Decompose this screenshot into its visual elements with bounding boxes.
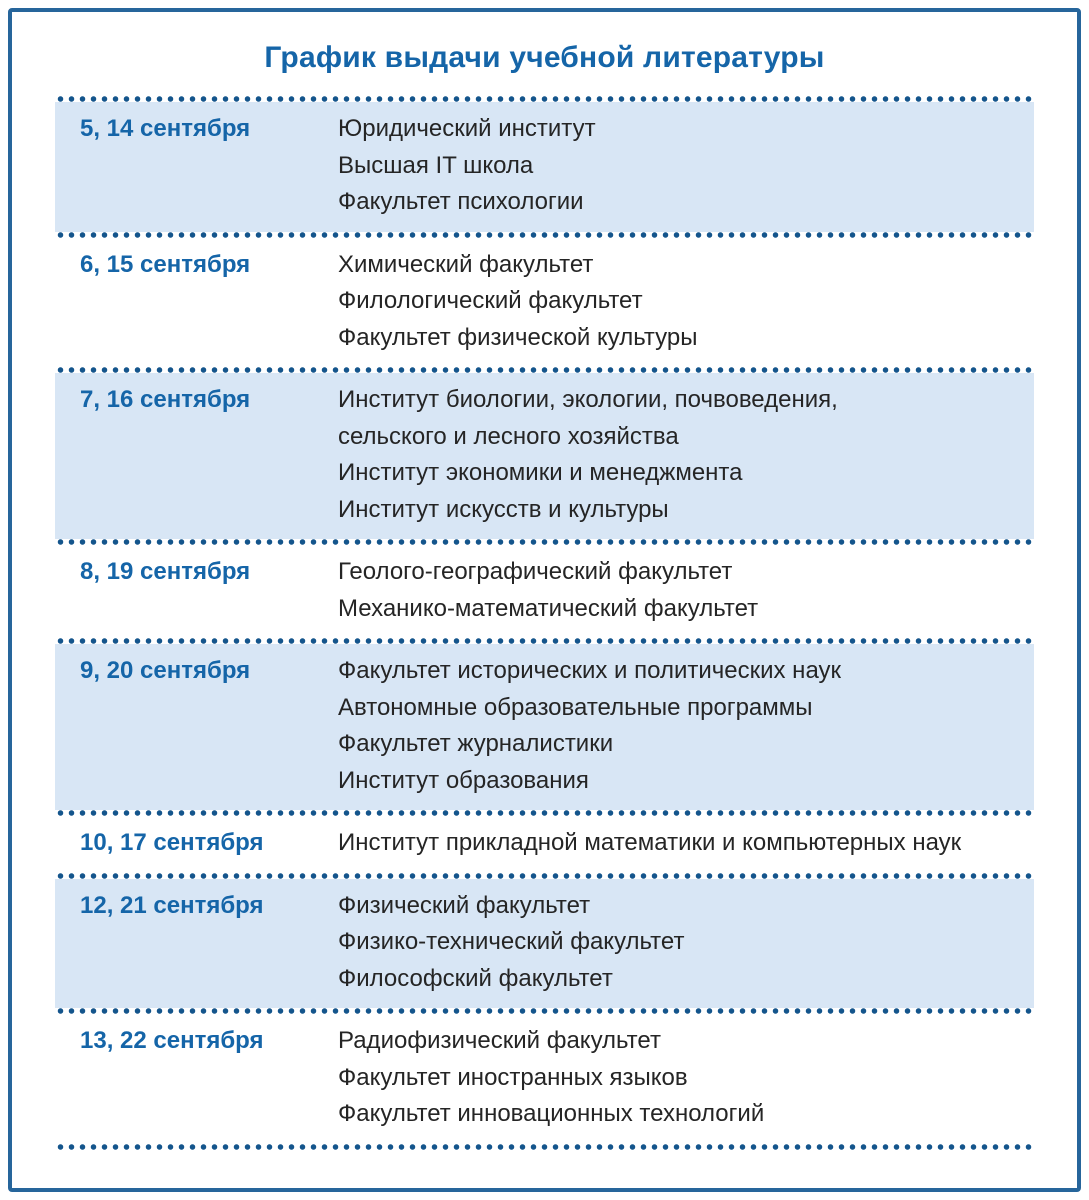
schedule-row	[55, 1014, 1034, 1144]
row-faculties	[338, 825, 1034, 862]
faculty-line: Радиофизический факультет	[338, 1027, 661, 1054]
row-faculties	[338, 653, 1034, 799]
faculty-line: Факультет иностранных языков	[338, 1063, 688, 1091]
row-faculties	[338, 111, 1034, 221]
faculty-line: Физический факультет	[338, 891, 591, 919]
faculty-line: Институт прикладной математики и компьютерных наук	[338, 829, 962, 856]
row-date: 6, 15 сентября	[80, 250, 251, 278]
faculty-line: сельского и лесного хозяйства	[338, 422, 679, 450]
faculty-line: Факультет журналистики	[338, 730, 614, 757]
faculty-line: Высшая IT школа	[338, 151, 534, 179]
schedule-row	[55, 102, 1034, 232]
page-title: График выдачи учебной литературы	[264, 41, 825, 74]
row-date: 7, 16 сентября	[80, 386, 251, 413]
schedule-table	[55, 96, 1034, 1150]
dotted-separator	[55, 1144, 1034, 1150]
schedule-row	[55, 373, 1034, 539]
faculty-line: Автономные образовательные программы	[338, 693, 813, 721]
faculty-line: Институт искусств и культуры	[338, 495, 669, 523]
faculty-line: Факультет физической культуры	[338, 323, 698, 351]
faculty-line: Факультет инновационных технологий	[338, 1100, 765, 1127]
row-date: 12, 21 сентября	[80, 891, 264, 919]
faculty-line: Факультет исторических и политических наук	[338, 657, 842, 684]
row-faculties	[338, 382, 1034, 528]
schedule-row	[55, 816, 1034, 873]
faculty-line: Факультет психологии	[338, 188, 584, 215]
row-date: 10, 17 сентября	[80, 829, 264, 856]
row-date: 5, 14 сентября	[80, 115, 251, 142]
row-faculties	[338, 888, 1034, 998]
faculty-line: Геолого-географический факультет	[338, 558, 733, 585]
row-faculties	[338, 1023, 1034, 1133]
row-faculties	[338, 247, 1034, 357]
faculty-line: Химический факультет	[338, 250, 594, 278]
faculty-line: Физико-технический факультет	[338, 928, 685, 955]
faculty-line: Институт экономики и менеджмента	[338, 459, 743, 486]
faculty-line: Институт образования	[338, 766, 589, 794]
row-date: 9, 20 сентября	[80, 657, 251, 684]
schedule-row	[55, 545, 1034, 638]
faculty-line: Юридический институт	[338, 115, 596, 142]
faculty-line: Институт биологии, экологии, почвоведения,	[338, 386, 838, 413]
outer-border-frame	[8, 8, 1081, 1192]
faculty-line: Филологический факультет	[338, 287, 643, 314]
row-faculties	[338, 554, 1034, 627]
faculty-line: Механико-математический факультет	[338, 594, 759, 622]
row-date: 13, 22 сентября	[80, 1027, 264, 1054]
schedule-row	[55, 238, 1034, 368]
faculty-line: Философский факультет	[338, 964, 613, 992]
row-date: 8, 19 сентября	[80, 558, 251, 585]
schedule-row	[55, 879, 1034, 1009]
schedule-row	[55, 644, 1034, 810]
